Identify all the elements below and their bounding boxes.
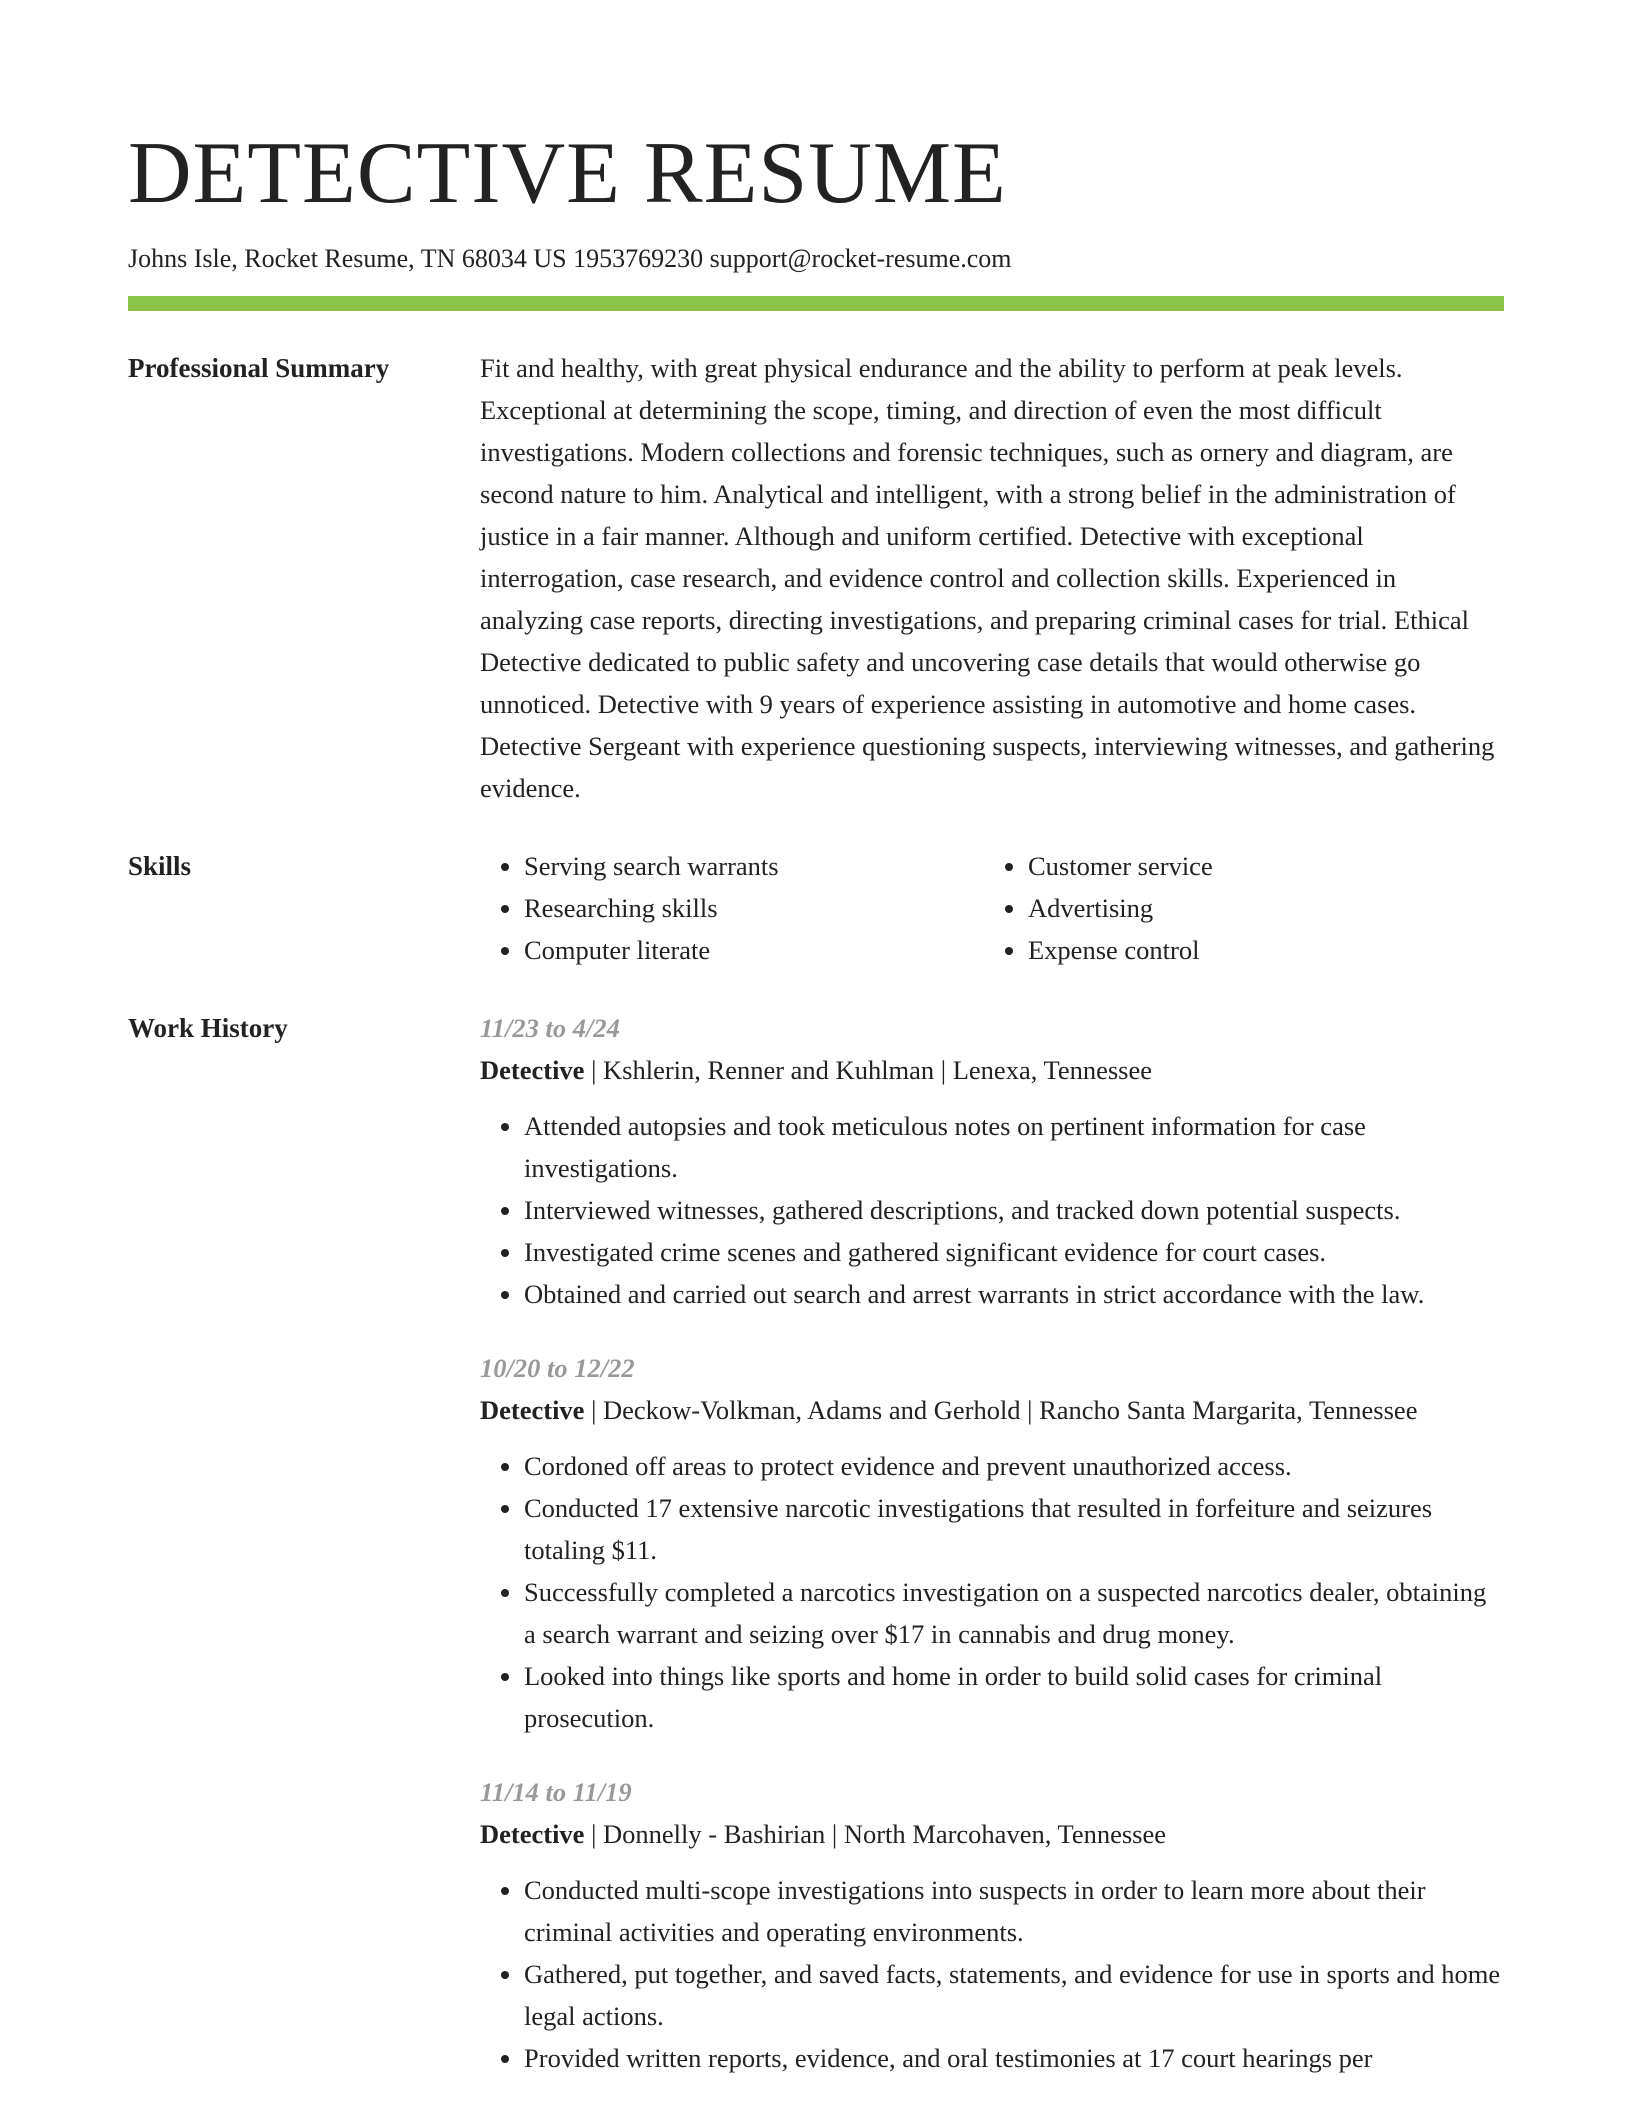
job-heading <box>480 1049 1504 1091</box>
job-date: 11/23 to 4/24 <box>480 1012 620 1043</box>
summary-section <box>128 347 1504 809</box>
summary-text: Fit and healthy, with great physical endurance and the ability to perform at peak levels. Exceptional at determining the scope, timing, and direction of even the most difficult investigations. Modern collections and forensic techniques, such as ornery and diagram, are second nature to him. Analytical and intelligent, with a strong belief in the administration of justice in a fair manner. Although and uniform certified. Detective with exceptional interrogation, case research, and evidence control and collection skills. Experienced in analyzing case reports, directing investigations, and preparing criminal cases for trial. Ethical Detective dedicated to public safety and uncovering case details that would otherwise go unnoticed. Detective with 9 years of experience assisting in automotive and home cases. Detective Sergeant with experience questioning suspects, interviewing witnesses, and gathering evidence. <box>480 352 1495 803</box>
job-title: Detective <box>480 1394 585 1425</box>
job-bullet: • Cordoned off areas to protect evidence and prevent unauthorized access. <box>524 1445 1504 1487</box>
skills-list-right <box>984 845 1488 971</box>
skill-item: • Researching skills <box>524 887 984 929</box>
skill-item: • Serving search warrants <box>524 845 984 887</box>
job-bullets <box>480 1869 1504 2079</box>
job-heading <box>480 1813 1504 1855</box>
job-bullet: • Investigated crime scenes and gathered significant evidence for court cases. <box>524 1231 1504 1273</box>
skill-item: • Computer literate <box>524 929 984 971</box>
skills-section <box>128 845 1504 971</box>
contact-line: Johns Isle, Rocket Resume, TN 68034 US 1953769230 support@rocket-resume.com <box>128 244 1012 273</box>
section-label-summary: Professional Summary <box>128 352 390 383</box>
job-date: 11/14 to 11/19 <box>480 1776 632 1807</box>
resume-title: DETECTIVE RESUME <box>128 125 1007 222</box>
job-bullet: • Conducted 17 extensive narcotic investigations that resulted in forfeiture and seizures totaling $11. <box>524 1487 1504 1571</box>
job-details: | Deckow-Volkman, Adams and Gerhold | Rancho Santa Margarita, Tennessee <box>584 1394 1418 1425</box>
section-label-skills: Skills <box>128 850 192 881</box>
job-heading <box>480 1389 1504 1431</box>
job-bullets <box>480 1445 1504 1739</box>
resume-page <box>128 118 1504 2111</box>
job-entry <box>480 1007 1504 1315</box>
job-date: 10/20 to 12/22 <box>480 1352 635 1383</box>
job-title: Detective <box>480 1818 585 1849</box>
job-details: | Kshlerin, Renner and Kuhlman | Lenexa, Tennessee <box>584 1054 1152 1085</box>
job-entry <box>480 1771 1504 2079</box>
job-bullet: • Looked into things like sports and home in order to build solid cases for criminal prosecution. <box>524 1655 1504 1739</box>
job-details: | Donnelly - Bashirian | North Marcohaven, Tennessee <box>584 1818 1166 1849</box>
job-bullets <box>480 1105 1504 1315</box>
skill-item: • Expense control <box>1028 929 1488 971</box>
job-bullet: • Conducted multi-scope investigations into suspects in order to learn more about their criminal activities and operating environments. <box>524 1869 1504 1953</box>
work-section <box>128 1007 1504 2111</box>
job-bullet: • Provided written reports, evidence, and oral testimonies at 17 court hearings per <box>524 2037 1504 2079</box>
work-content <box>480 1007 1504 2111</box>
job-bullet: • Interviewed witnesses, gathered descriptions, and tracked down potential suspects. <box>524 1189 1504 1231</box>
job-bullet: • Gathered, put together, and saved facts, statements, and evidence for use in sports and home legal actions. <box>524 1953 1504 2037</box>
job-bullet: • Obtained and carried out search and arrest warrants in strict accordance with the law. <box>524 1273 1504 1315</box>
job-title: Detective <box>480 1054 585 1085</box>
summary-content <box>480 347 1504 809</box>
accent-rule <box>128 296 1504 311</box>
skill-item: • Advertising <box>1028 887 1488 929</box>
job-entry <box>480 1347 1504 1739</box>
skills-content <box>480 845 1504 971</box>
job-bullet: • Attended autopsies and took meticulous notes on pertinent information for case investigations. <box>524 1105 1504 1189</box>
skill-item: • Customer service <box>1028 845 1488 887</box>
section-label-work: Work History <box>128 1012 288 1043</box>
job-bullet: • Successfully completed a narcotics investigation on a suspected narcotics dealer, obtaining a search warrant and seizing over $17 in cannabis and drug money. <box>524 1571 1504 1655</box>
skills-list-left <box>480 845 984 971</box>
